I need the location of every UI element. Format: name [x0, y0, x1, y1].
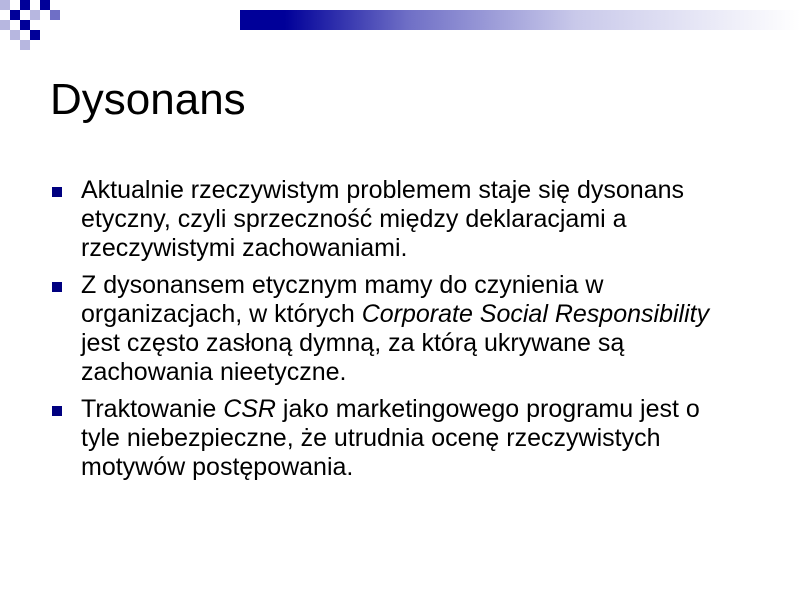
decor-square — [0, 0, 10, 10]
decor-square — [10, 10, 20, 20]
decor-square — [50, 10, 60, 20]
decor-square — [30, 10, 40, 20]
decor-square — [20, 0, 30, 10]
bullet-italic-text: CSR — [223, 395, 276, 423]
decor-square — [20, 20, 30, 30]
bullet-text: Traktowanie — [81, 395, 224, 423]
bullet-list — [48, 176, 738, 490]
bullet-text: jako marketingowego programu jest o tyle niebezpieczne, że utrudnia ocenę rzeczywistych motywów postępowania. — [81, 395, 700, 481]
square-bullet-icon — [52, 406, 62, 416]
header-decoration — [0, 0, 800, 50]
square-bullet-icon — [52, 187, 62, 197]
decor-square — [40, 0, 50, 10]
square-bullet-icon — [52, 282, 62, 292]
bullet-text: Z dysonansem etycznym mamy do czynienia w organizacjach, w których — [81, 271, 604, 328]
bullet-item — [48, 395, 738, 482]
decor-square — [0, 20, 10, 30]
bullet-italic-text: Corporate Social Responsibility — [361, 300, 710, 328]
bullet-item — [48, 176, 738, 263]
decor-square — [20, 40, 30, 50]
decor-square — [10, 30, 20, 40]
bullet-text: jest często zasłoną dymną, za którą ukrywane są zachowania nieetyczne. — [81, 329, 625, 386]
slide-title: Dysonans — [50, 75, 246, 124]
bullet-item — [48, 271, 738, 387]
bullet-text: Aktualnie rzeczywistym problemem staje się dysonans etyczny, czyli sprzeczność między deklaracjami a rzeczywistymi zachowaniami. — [81, 176, 685, 262]
decor-square — [30, 30, 40, 40]
header-gradient-band — [240, 10, 800, 30]
